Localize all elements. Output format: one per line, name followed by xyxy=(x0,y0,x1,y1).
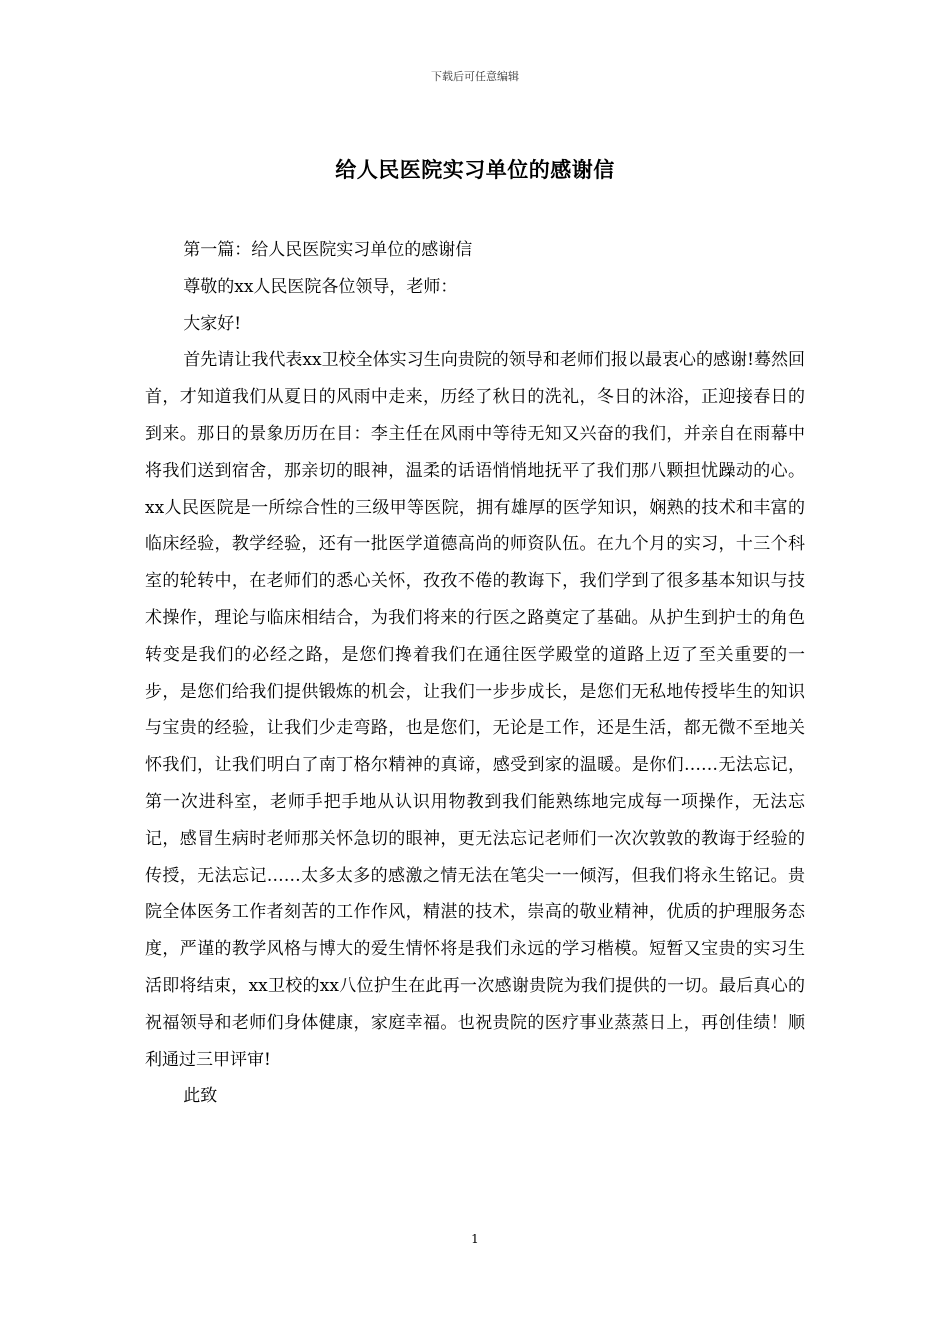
greeting: 大家好! xyxy=(183,313,242,334)
main-paragraph: 首先请让我代表xx卫校全体实习生向贵院的领导和老师们报以最衷心的感谢!蓦然回首，才知道我们从夏日的风雨中走来，历经了秋日的洗礼，冬日的沐浴，正迎接春日的到来。那日的景象历历在目：李主任在风雨中等待无知又兴奋的我们，并亲自在雨幕中将我们送到宿舍，那亲切的眼神，温柔的话语悄悄地抚平了我们那八颗担忧躁动的心。xx人民医院是一所综合性的三级甲等医院，拥有雄厚的医学知识，娴熟的技术和丰富的临床经验，教学经验，还有一批医学道德高尚的师资队伍。在九个月的实习，十三个科室的轮转中，在老师们的悉心关怀，孜孜不倦的教诲下，我们学到了很多基本知识与技术操作，理论与临床相结合，为我们将来的行医之路奠定了基础。从护生到护士的角色转变是我们的必经之路，是您们搀着我们在通往医学殿堂的道路上迈了至关重要的一步，是您们给我们提供锻炼的机会，让我们一步步成长，是您们无私地传授毕生的知识与宝贵的经验，让我们少走弯路，也是您们，无论是工作，还是生活，都无微不至地关怀我们，让我们明白了南丁格尔精神的真谛，感受到家的温暖。是你们……无法忘记，第一次进科室，老师手把手地从认识用物教到我们能熟练地完成每一项操作，无法忘记，感冒生病时老师那关怀急切的眼神，更无法忘记老师们一次次敦敦的教诲于经验的传授，无法忘记……太多太多的感激之情无法在笔尖一一倾泻，但我们将永生铭记。贵院全体医务工作者刻苦的工作作风，精湛的技术，崇高的敬业精神，优质的护理服务态度，严谨的教学风格与博大的爱生情怀将是我们永远的学习楷模。短暂又宝贵的实习生活即将结束，xx卫校的xx八位护生在此再一次感谢贵院为我们提供的一切。最后真心的祝福领导和老师们身体健康，家庭幸福。也祝贵院的医疗事业蒸蒸日上，再创佳绩！顺利通过三甲评审! xyxy=(145,350,805,1070)
closing: 此致 xyxy=(183,1086,218,1107)
document-body xyxy=(145,232,805,1115)
page-number: 1 xyxy=(471,1232,479,1246)
section-heading: 第一篇：给人民医院实习单位的感谢信 xyxy=(183,240,473,260)
document-title: 给人民医院实习单位的感谢信 xyxy=(335,157,615,182)
page-header: 下载后可任意编辑 xyxy=(431,70,519,83)
salutation: 尊敬的xx人民医院各位领导，老师： xyxy=(183,276,458,297)
